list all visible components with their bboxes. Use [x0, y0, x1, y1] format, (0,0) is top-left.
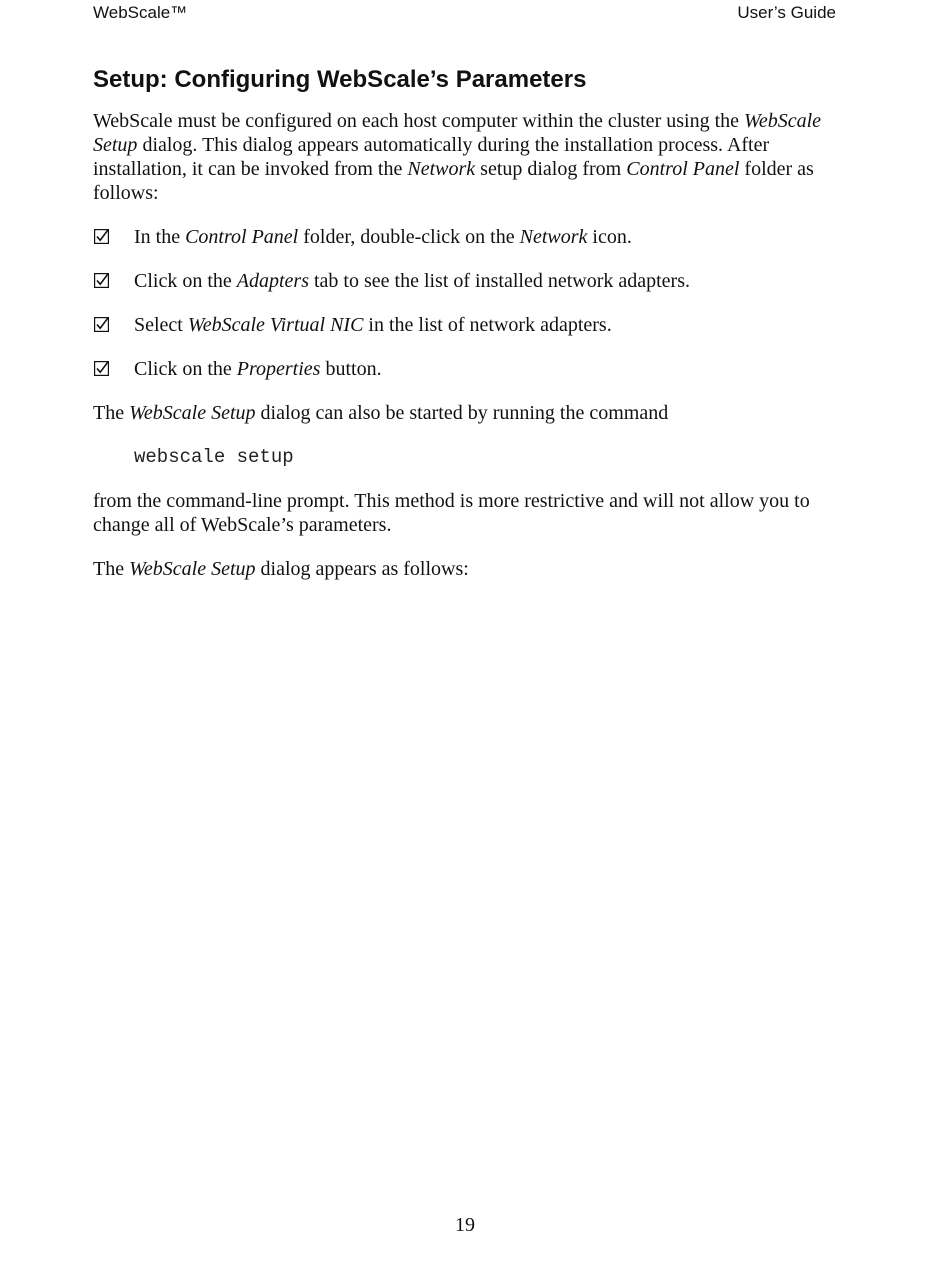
intro-paragraph [93, 109, 838, 205]
command-intro-paragraph [93, 401, 838, 425]
step-emphasis: Properties [236, 358, 321, 380]
checkbox-checked-icon [94, 317, 109, 332]
step-item [93, 269, 838, 293]
step-item [93, 357, 838, 381]
step-item [93, 313, 838, 337]
step-text: tab to see the list of installed network adapters. [308, 270, 690, 292]
dialog-intro-paragraph [93, 557, 838, 581]
page-number: 19 [455, 1214, 475, 1236]
para-emphasis: WebScale Setup [129, 558, 256, 580]
para-text: The [93, 558, 130, 580]
step-emphasis: Network [519, 226, 588, 248]
running-header-right: User’s Guide [737, 3, 836, 22]
step-text: Click on the [134, 270, 237, 292]
page-content [93, 64, 838, 601]
running-header-left: WebScale™ [93, 3, 188, 22]
step-item [93, 225, 838, 249]
command-example: webscale setup [134, 446, 294, 468]
command-note-paragraph: from the command-line prompt. This method is more restrictive and will not allow you to change all of WebScale’s parameters. [93, 490, 810, 536]
intro-text-1: WebScale must be configured on each host computer within the cluster using the [93, 110, 744, 132]
checkbox-checked-icon [94, 229, 109, 244]
step-text: button. [320, 358, 382, 380]
intro-emphasis-1: WebScale Setup [93, 110, 822, 156]
intro-text-3: setup dialog from [475, 158, 627, 180]
para-emphasis: WebScale Setup [129, 402, 256, 424]
intro-emphasis-2: Network [407, 158, 476, 180]
step-text: folder, double-click on the [298, 226, 520, 248]
para-text: dialog can also be started by running the command [255, 402, 669, 424]
step-text: in the list of network adapters. [363, 314, 612, 336]
step-text: icon. [587, 226, 632, 248]
intro-text-2: dialog. This dialog appears automatically during the installation process. After installation, it can be invoked from the [93, 134, 770, 180]
step-emphasis: Control Panel [185, 226, 299, 248]
step-text: In the [134, 226, 186, 248]
step-text: Click on the [134, 358, 237, 380]
para-text: dialog appears as follows: [255, 558, 469, 580]
intro-emphasis-3: Control Panel [626, 158, 740, 180]
intro-text-4: folder as follows: [93, 158, 814, 204]
step-text: Select [134, 314, 188, 336]
step-emphasis: Adapters [236, 270, 309, 292]
steps-list [93, 225, 838, 381]
checkbox-checked-icon [94, 273, 109, 288]
section-title: Setup: Configuring WebScale’s Parameters [93, 66, 587, 93]
checkbox-checked-icon [94, 361, 109, 376]
step-emphasis: WebScale Virtual NIC [187, 314, 364, 336]
para-text: The [93, 402, 130, 424]
